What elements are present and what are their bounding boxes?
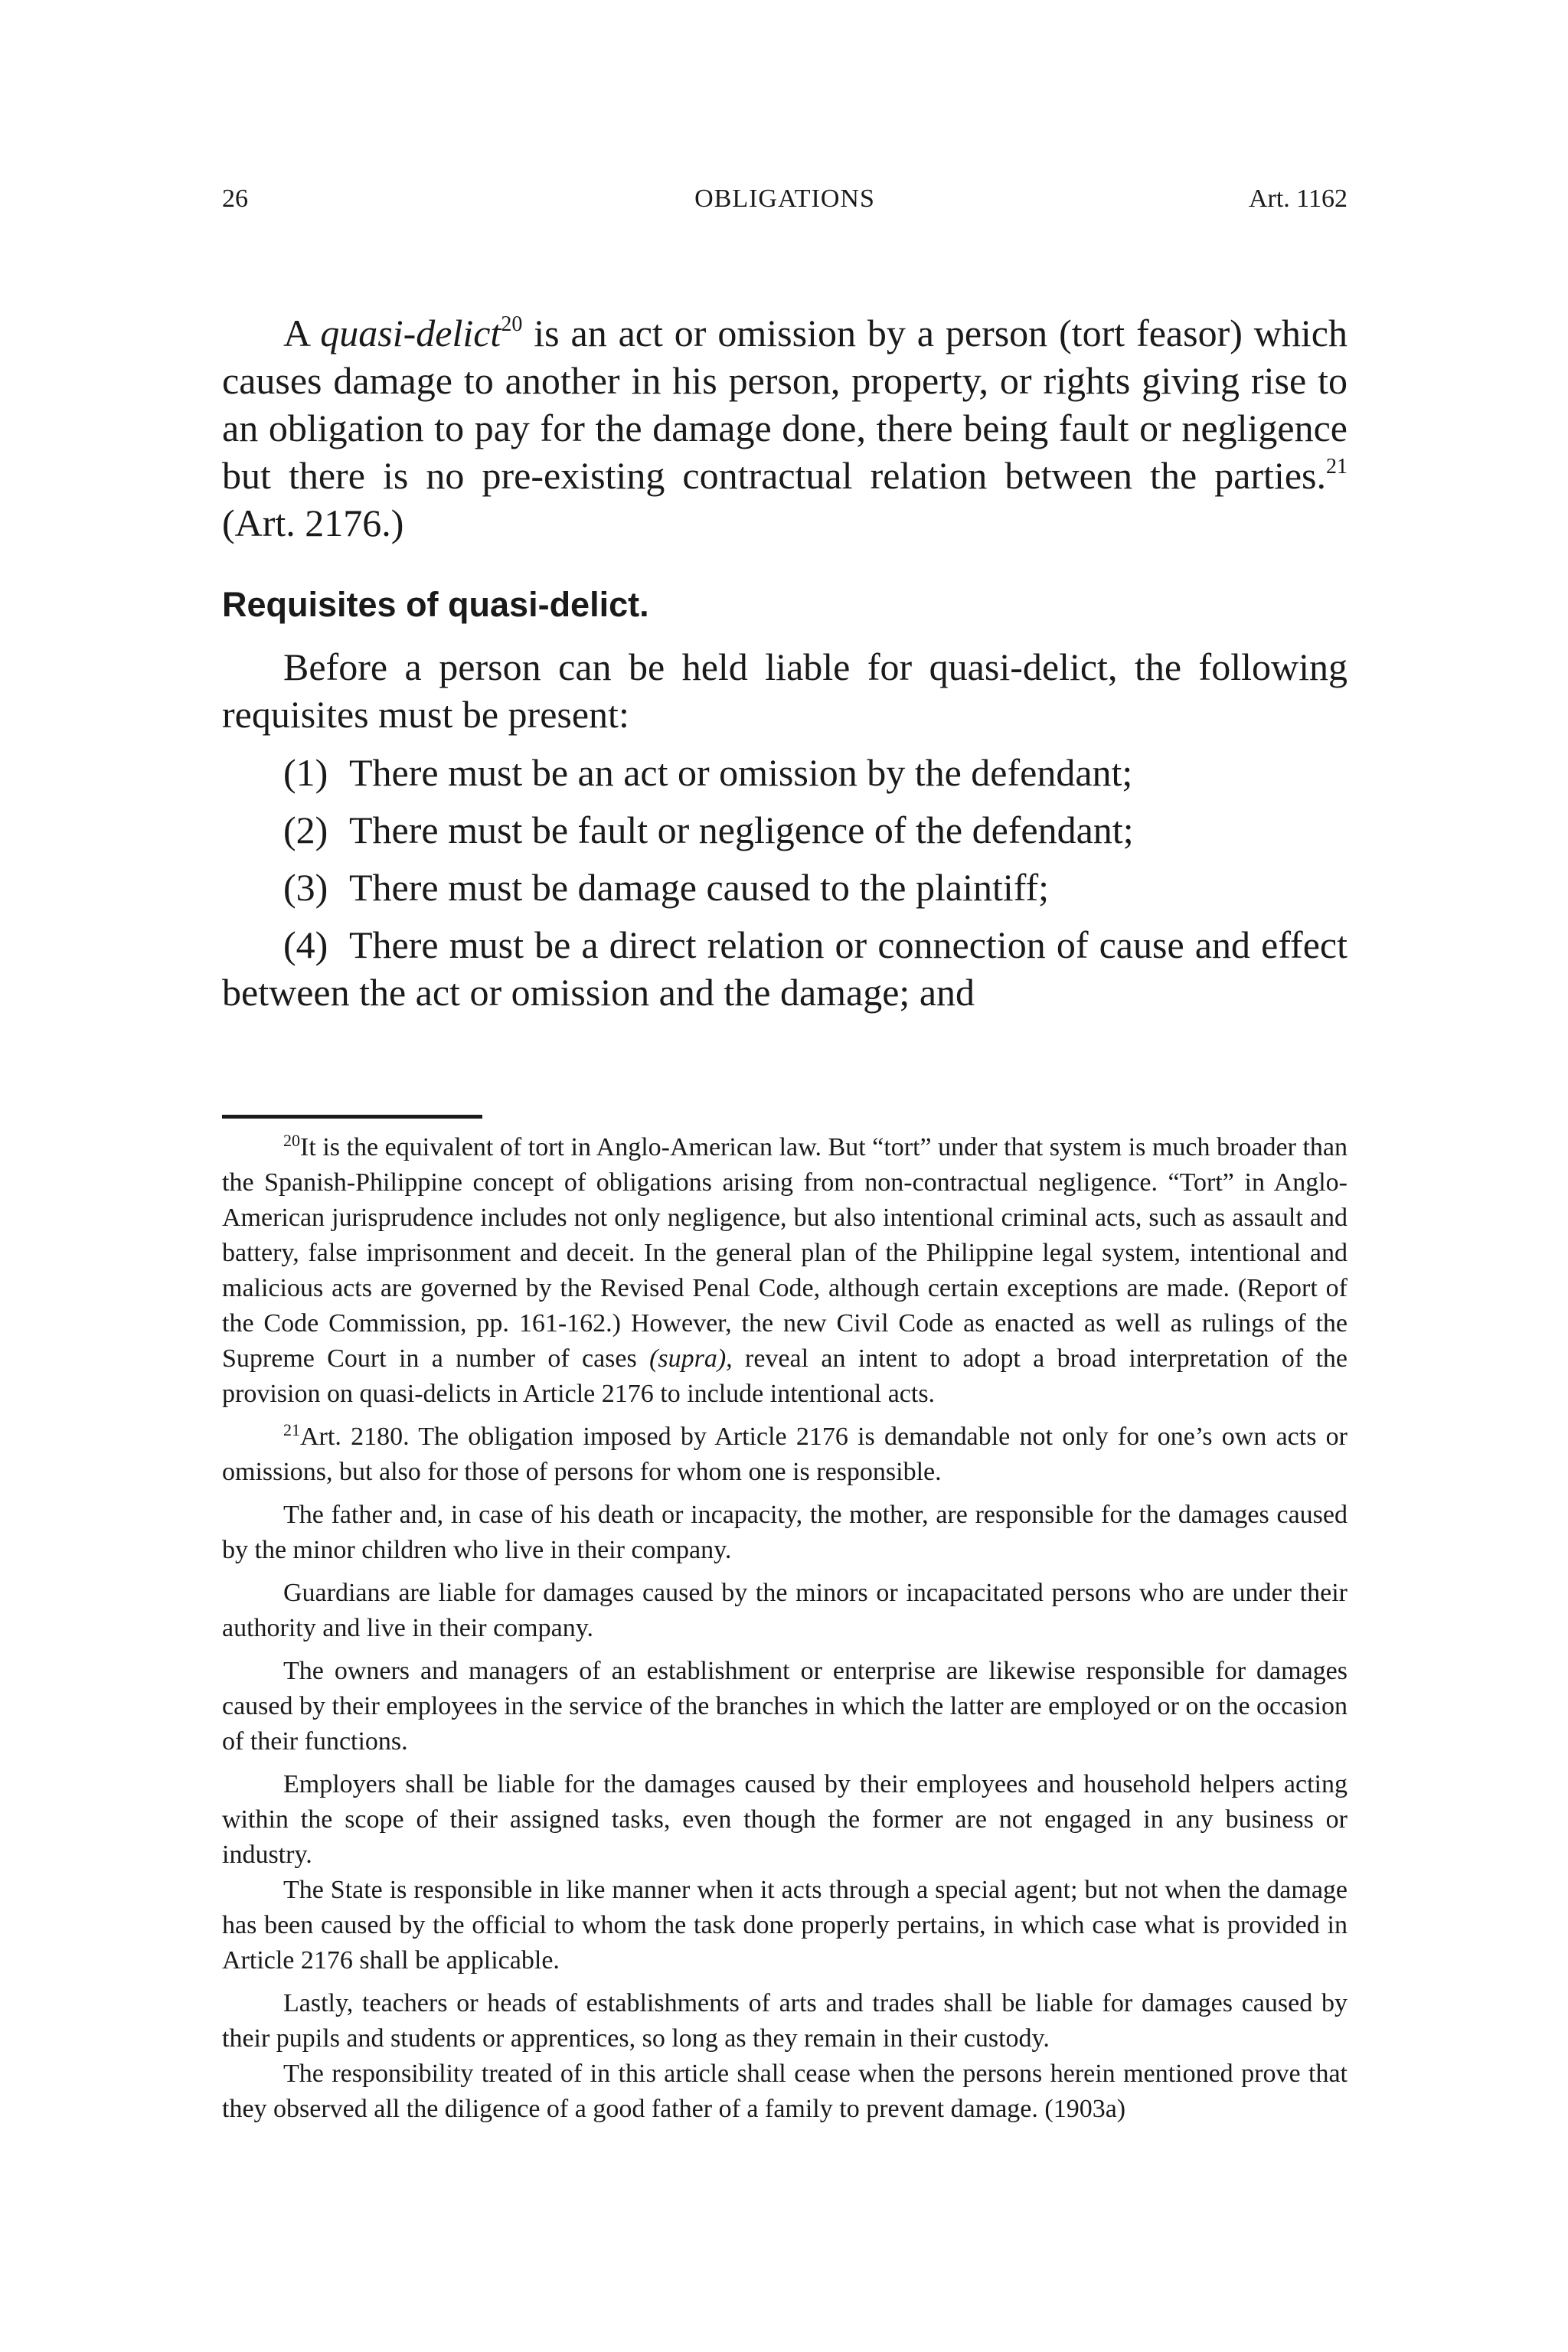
definition-citation: (Art. 2176.) bbox=[222, 501, 404, 544]
running-header bbox=[222, 182, 1348, 216]
page-number: 26 bbox=[222, 185, 248, 213]
quasi-delict-definition bbox=[222, 309, 1348, 547]
footnote-21-paragraph: The owners and managers of an establishment or enterprise are likewise responsible for damages caused by their employees in the service of the branches in which the latter are employed or on the occasion of their functions. bbox=[222, 1657, 1348, 1756]
footnote-ref-20: 20 bbox=[501, 312, 523, 336]
requisite-item bbox=[222, 806, 1348, 854]
definition-lead: A bbox=[283, 312, 321, 354]
requisite-text: There must be fault or negligence of the defendant; bbox=[349, 808, 1134, 851]
footnotes-section bbox=[222, 1130, 1348, 2127]
footnote-21-paragraph: The responsibility treated of in this article shall cease when the persons herein mentioned prove that they observed all the diligence of a good father of a family to prevent damage. (1903a) bbox=[222, 2060, 1348, 2123]
footnote-text: Art. 2180. The obligation imposed by Article 2176 is demandable not only for one’s own acts or omissions, but also for those of persons for whom one is responsible. bbox=[222, 1423, 1348, 1486]
footnote-21-paragraph: The State is responsible in like manner when it acts through a special agent; but not when the damage has been caused by the official to whom the task done properly pertains, in which case what is provided in Article 2176 shall be applicable. bbox=[222, 1876, 1348, 1975]
footnote-text: It is the equivalent of tort in Anglo-American law. But “tort” under that system is much broader than the Spanish-Philippine concept of obligations arising from non-contractual negligence. “Tort” in Anglo-American jurisprudence includes not only negligence, but also intentional criminal acts, such as assault and battery, false imprisonment and deceit. In the general plan of the Philippine legal system, intentional and malicious acts are governed by the Revised Penal Code, although certain exceptions are made. (Report of the Code Commission, pp. 161-162.) However, the new Civil Code as enacted as well as rulings of the Supreme Court in a number of cases bbox=[222, 1133, 1348, 1373]
requisite-item bbox=[222, 749, 1348, 796]
footnote-21-paragraph: Employers shall be liable for the damages caused by their employees and household helpers acting within the scope of their assigned tasks, even though the former are not engaged in any business or industry. bbox=[222, 1770, 1348, 1869]
requisites-list bbox=[222, 749, 1348, 1026]
footnote-number: 20 bbox=[283, 1131, 300, 1150]
term-quasi-delict: quasi-delict bbox=[320, 312, 501, 354]
footnote-ref-21: 21 bbox=[1326, 455, 1348, 479]
requisite-number: (4) bbox=[283, 923, 328, 966]
requisite-item bbox=[222, 864, 1348, 911]
requisite-text: There must be an act or omission by the defendant; bbox=[349, 751, 1133, 794]
requisite-number: (2) bbox=[283, 808, 328, 851]
section-heading: Requisites of quasi-delict. bbox=[222, 585, 649, 624]
footnote-21-paragraph: Guardians are liable for damages caused by the minors or incapacitated persons who are under their authority and live in their company. bbox=[222, 1579, 1348, 1642]
footnote-21-paragraph: Lastly, teachers or heads of establishments of arts and trades shall be liable for damages caused by their pupils and students or apprentices, so long as they remain in their custody. bbox=[222, 1989, 1348, 2053]
requisite-number: (3) bbox=[283, 866, 328, 909]
requisites-intro bbox=[222, 643, 1348, 738]
article-reference: Art. 1162 bbox=[1248, 185, 1348, 213]
definition-paragraph bbox=[222, 309, 1348, 547]
requisite-text: There must be a direct relation or connection of cause and effect between the act or omission and the damage; and bbox=[222, 923, 1348, 1014]
footnote-divider bbox=[222, 1115, 482, 1119]
requisite-number: (1) bbox=[283, 751, 328, 794]
definition-text: is an act or omission by a person (tort feasor) which causes damage to another in his person, property, or rights giving rise to an obligation to pay for the damage done, there being fault or negligence but there is no pre-existing contractual relation between the parties. bbox=[222, 312, 1348, 497]
chapter-title: OBLIGATIONS bbox=[694, 185, 875, 213]
supra-term: (supra), bbox=[649, 1344, 733, 1373]
intro-paragraph: Before a person can be held liable for quasi-delict, the following requisites must be present: bbox=[222, 645, 1348, 736]
footnote-text: reveal an intent to adopt a broad interpretation of the provision on quasi-delicts in Article 2176 to include intentional acts. bbox=[222, 1344, 1348, 1408]
footnote-number: 21 bbox=[283, 1420, 300, 1439]
requisite-text: There must be damage caused to the plaintiff; bbox=[349, 866, 1050, 909]
footnote-21-paragraph: The father and, in case of his death or incapacity, the mother, are responsible for the damages caused by the minor children who live in their company. bbox=[222, 1501, 1348, 1564]
footnote-21 bbox=[222, 1419, 1348, 1490]
footnote-20 bbox=[222, 1130, 1348, 1412]
requisite-item bbox=[222, 921, 1348, 1016]
